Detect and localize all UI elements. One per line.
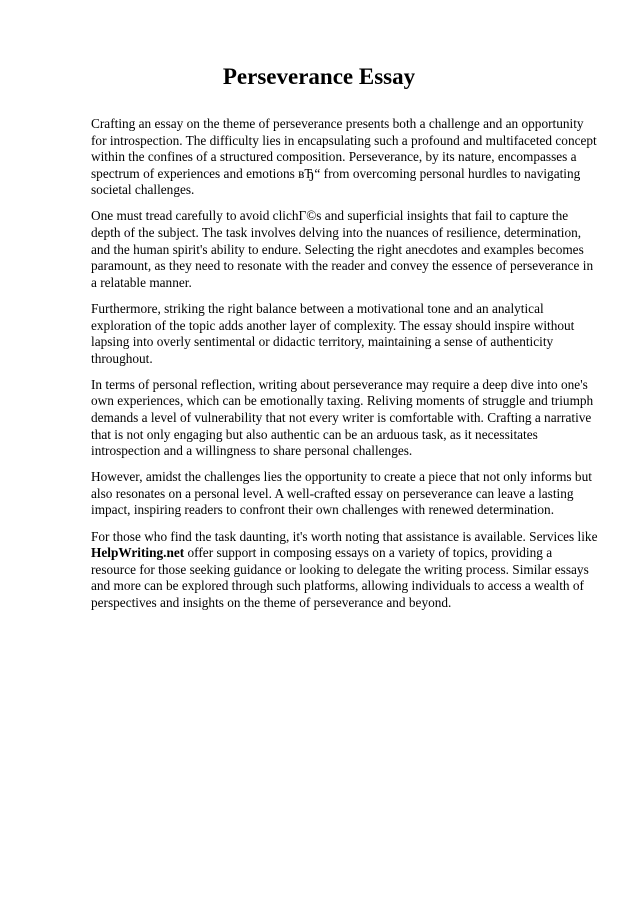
paragraph-cliches: One must tread carefully to avoid clichГ©s and superficial insights that fail to capture the depth of the subject. The task involves delving into the nuances of resilience, determination, and the human spirit's ability to endure. Selecting the right anecdotes and examples becomes paramount, as they need to resonate with the reader and convey the essence of perseverance in a relatable manner. (91, 208, 594, 290)
helpwriting-link[interactable]: HelpWriting.net (91, 545, 185, 561)
paragraph-opportunity: However, amidst the challenges lies the opportunity to create a piece that not only informs but also resonates on a personal level. A well-crafted essay on perseverance can leave a lasting impact, inspiring readers to confront their own challenges with renewed determination. (91, 469, 592, 518)
paragraph-assistance (91, 529, 598, 612)
paragraph-balance: Furthermore, striking the right balance between a motivational tone and an analytical exploration of the topic adds another layer of complexity. The essay should inspire without lapsing into overly sentimental or didactic territory, maintaining a sense of authenticity throughout. (91, 300, 575, 366)
paragraph-reflection: In terms of personal reflection, writing about perseverance may require a deep dive into one's own experiences, which can be emotionally taxing. Reliving moments of struggle and triumph demands a level of vulnerability that not every writer is comfortable with. Crafting a narrative that is not only engaging but also authentic can be an arduous task, as it necessitates introspection and a willingness to share personal challenges. (91, 376, 594, 459)
paragraph-assistance-lead: For those who find the task daunting, it's worth noting that assistance is available. Services like (91, 528, 598, 544)
document-title: Perseverance Essay (222, 64, 416, 89)
paragraph-intro: Crafting an essay on the theme of perseverance presents both a challenge and an opportunity for introspection. The difficulty lies in encapsulating such a profound and multifaceted concept within the confines of a structured composition. Perseverance, by its nature, encompasses a spectrum of experiences and emotions вЂ“ from overcoming personal hurdles to navigating societal challenges. (91, 116, 597, 198)
paragraph-assistance-rest: offer support in composing essays on a variety of topics, providing a resource for those seeking guidance or looking to delegate the writing process. Similar essays and more can be explored through such platforms, allowing individuals to access a wealth of perspectives and insights on the theme of perseverance and beyond. (91, 545, 589, 610)
